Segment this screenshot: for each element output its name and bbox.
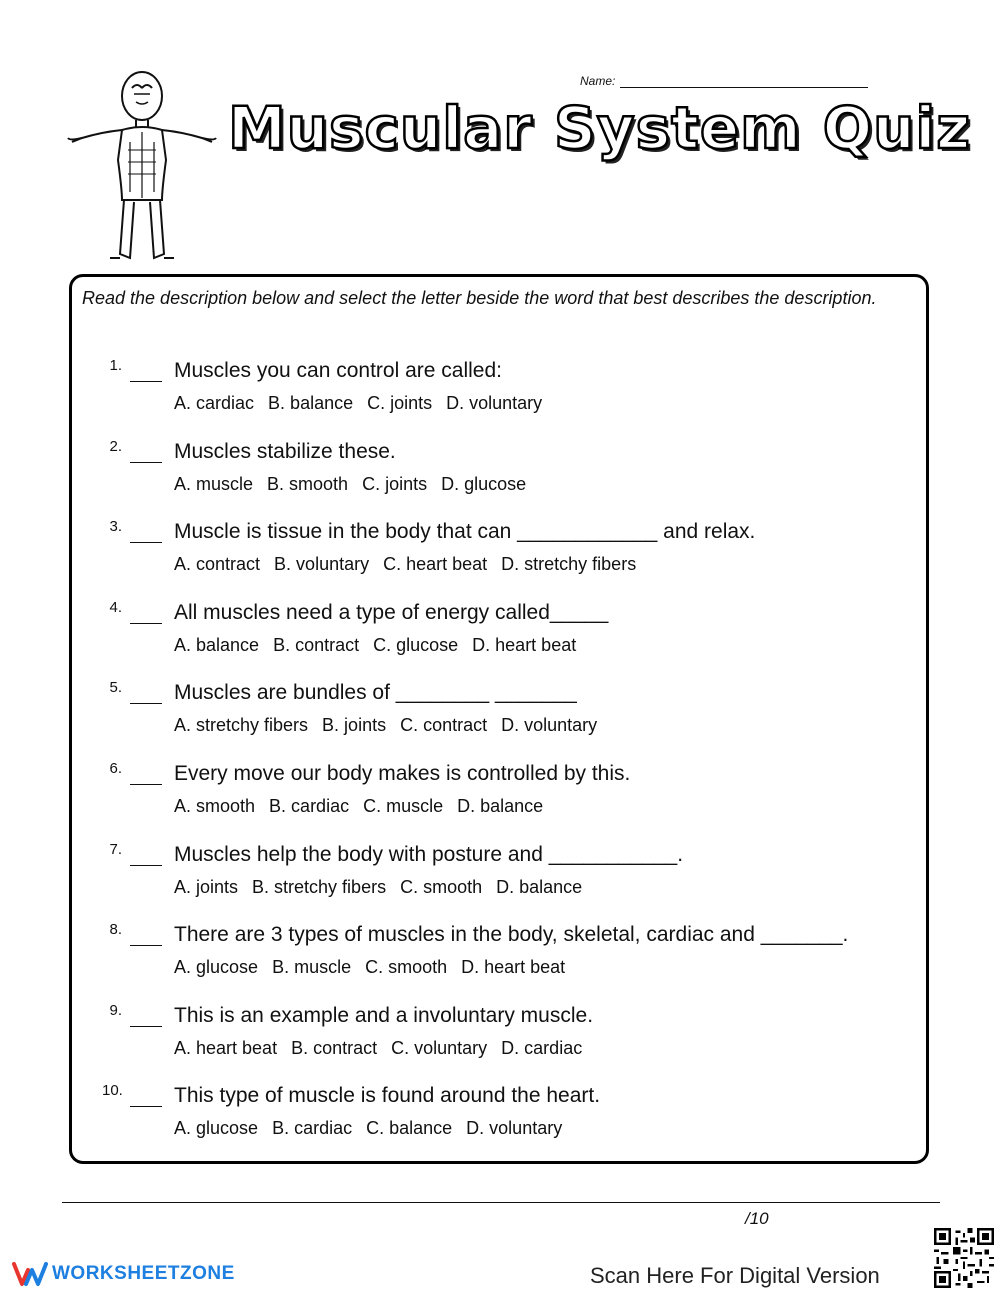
question-number: 1. (109, 357, 122, 374)
answer-option: D. heart beat (461, 957, 566, 978)
question-item (72, 357, 932, 427)
question-item (72, 1002, 932, 1072)
answer-option: D. balance (496, 876, 583, 897)
answer-option: B. contract (291, 1037, 378, 1058)
brand-name: WORKSHEETZONE (52, 1263, 235, 1284)
page-title: Muscular System Quiz (228, 94, 972, 162)
answer-option: C. heart beat (383, 554, 488, 575)
answer-option: C. smooth (365, 957, 448, 978)
qr-code-icon[interactable] (934, 1228, 994, 1288)
question-text: Muscles stabilize these. (174, 439, 396, 463)
question-text: Muscles help the body with posture and ___________. (174, 842, 684, 866)
question-item (72, 1082, 932, 1152)
answer-blank[interactable] (130, 1026, 162, 1027)
footer-divider (62, 1202, 940, 1203)
question-item (72, 841, 932, 911)
answer-option: B. joints (322, 715, 387, 736)
answer-blank[interactable] (130, 381, 162, 382)
answer-option: B. cardiac (272, 1118, 353, 1139)
answer-option: C. joints (367, 393, 433, 413)
answer-option: A. glucose (174, 957, 259, 978)
answer-option: D. glucose (441, 473, 527, 494)
answer-option: A. muscle (174, 473, 254, 494)
question-number: 5. (109, 679, 122, 697)
score-total: /10 (745, 1209, 769, 1228)
answer-option: B. balance (268, 393, 354, 413)
quiz-box (69, 274, 929, 1164)
answer-blank[interactable] (130, 462, 162, 463)
answer-option: C. voluntary (391, 1037, 488, 1058)
question-text: Every move our body makes is controlled by this. (174, 762, 631, 785)
question-item (72, 438, 932, 508)
name-underline (620, 87, 868, 88)
answer-options (174, 957, 579, 978)
question-number: 6. (109, 760, 122, 777)
answer-option: B. stretchy fibers (252, 876, 387, 897)
answer-option: A. smooth (174, 796, 256, 816)
question-text: This type of muscle is found around the heart. (174, 1084, 601, 1108)
name-field[interactable] (580, 72, 868, 90)
answer-option: D. stretchy fibers (501, 554, 637, 575)
question-text: Muscles you can control are called: (174, 359, 502, 382)
answer-blank[interactable] (130, 623, 162, 624)
quiz-instructions: Read the description below and select the letter beside the word that best describes the description. (82, 288, 877, 308)
muscular-body-illustration-icon (62, 66, 222, 266)
question-number: 9. (109, 1001, 122, 1019)
question-item (72, 921, 932, 991)
answer-options (174, 393, 556, 414)
answer-option: A. contract (174, 554, 261, 575)
scan-caption: Scan Here For Digital Version (590, 1263, 880, 1288)
answer-blank[interactable] (130, 703, 162, 704)
answer-blank[interactable] (130, 784, 162, 785)
answer-blank[interactable] (130, 542, 162, 543)
answer-option: B. muscle (272, 957, 352, 978)
answer-option: C. glucose (373, 634, 459, 655)
answer-options (174, 1118, 576, 1139)
answer-blank[interactable] (130, 865, 162, 866)
question-text: There are 3 types of muscles in the body, skeletal, cardiac and _______. (174, 923, 849, 947)
answer-option: D. voluntary (466, 1118, 563, 1139)
answer-option: A. joints (174, 876, 239, 897)
question-text: This is an example and a involuntary muscle. (174, 1003, 594, 1027)
answer-options (174, 877, 596, 898)
question-number: 10. (102, 1082, 123, 1100)
answer-option: A. cardiac (174, 393, 255, 413)
answer-option: A. stretchy fibers (174, 715, 309, 736)
answer-option: D. cardiac (501, 1037, 583, 1058)
answer-option: A. glucose (174, 1118, 259, 1139)
question-item (72, 518, 932, 588)
answer-option: A. heart beat (174, 1037, 278, 1058)
answer-blank[interactable] (130, 945, 162, 946)
question-item (72, 760, 932, 830)
question-number: 3. (109, 518, 122, 536)
answer-option: B. cardiac (269, 796, 350, 816)
answer-option: D. voluntary (501, 715, 598, 736)
answer-option: C. joints (362, 473, 428, 494)
answer-option: B. smooth (267, 473, 349, 494)
answer-blank[interactable] (130, 1106, 162, 1107)
answer-options (174, 715, 611, 736)
answer-options (174, 796, 557, 817)
answer-option: A. balance (174, 634, 260, 655)
question-text: All muscles need a type of energy called_____ (174, 600, 609, 624)
question-number: 8. (109, 921, 122, 939)
answer-option: B. contract (273, 634, 360, 655)
name-label: Name: (580, 74, 616, 88)
answer-options (174, 635, 590, 656)
question-item (72, 679, 932, 749)
worksheetzone-logo-icon (10, 1258, 50, 1288)
answer-option: C. balance (366, 1118, 453, 1139)
answer-options (174, 474, 540, 495)
question-text: Muscles are bundles of ________ _______ (174, 681, 577, 705)
answer-options (174, 1038, 596, 1059)
question-number: 7. (109, 840, 122, 858)
answer-option: D. voluntary (446, 393, 543, 413)
answer-option: C. contract (400, 715, 488, 736)
answer-option: B. voluntary (274, 554, 370, 575)
answer-option: C. smooth (400, 876, 483, 897)
answer-options (174, 554, 650, 575)
question-number: 2. (109, 437, 122, 455)
question-text: Muscle is tissue in the body that can ____________ and relax. (174, 520, 756, 544)
answer-option: C. muscle (363, 796, 444, 816)
question-number: 4. (109, 598, 122, 616)
answer-option: D. balance (457, 796, 544, 816)
answer-option: D. heart beat (472, 634, 577, 655)
question-item (72, 599, 932, 669)
